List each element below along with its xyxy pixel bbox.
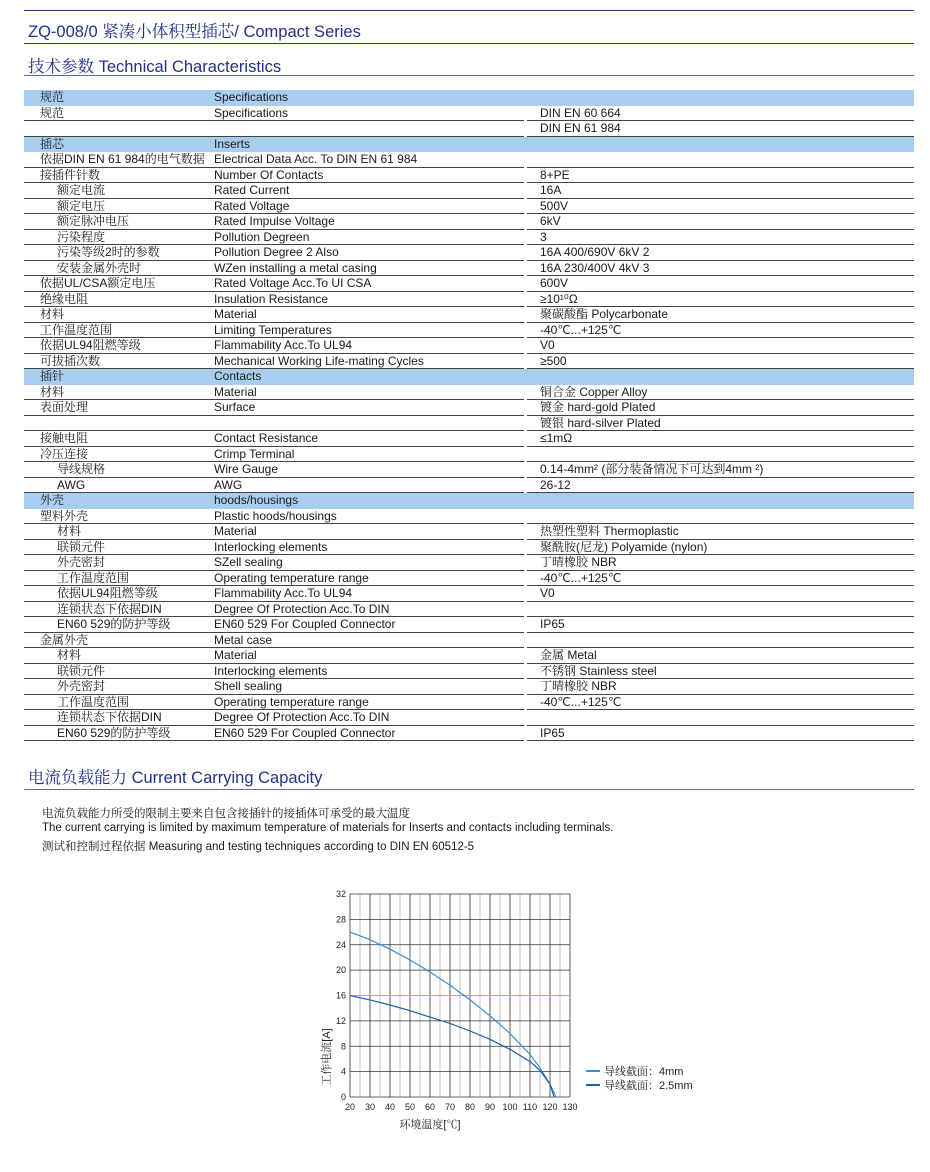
spec-row: [24, 648, 914, 664]
spec-label-cn: 污染程度: [57, 229, 106, 244]
x-tick-label: 40: [384, 1102, 396, 1112]
y-tick-label: 16: [335, 990, 346, 1001]
spec-row: [24, 152, 914, 168]
spec-row: [24, 261, 914, 277]
spec-label-en: Metal case: [214, 632, 273, 647]
spec-label-en: Inserts: [214, 136, 251, 151]
spec-label-cn: 表面处理: [40, 400, 89, 414]
spec-table: [24, 90, 914, 741]
spec-row: [24, 633, 914, 649]
spec-label-cn: 可拔插次数: [40, 353, 101, 368]
y-tick-label: 12: [335, 1015, 346, 1026]
spec-label-cn: 额定脉冲电压: [57, 214, 130, 228]
x-tick-label: 70: [444, 1102, 456, 1112]
spec-row: [24, 726, 914, 742]
spec-label-en: Degree Of Protection Acc.To DIN: [214, 601, 390, 616]
spec-row: [24, 307, 914, 323]
spec-label-en: Pollution Degree 2 Also: [214, 245, 339, 259]
spec-row: [24, 323, 914, 339]
y-tick-label: 0: [340, 1092, 346, 1102]
spec-label-en: Contact Resistance: [214, 431, 319, 445]
spec-row: [24, 478, 914, 494]
spec-label-cn: 材料: [40, 307, 65, 321]
y-tick-label: 32: [335, 889, 346, 899]
spec-row: [24, 695, 914, 711]
spec-label-en: Pollution Degreen: [214, 229, 310, 244]
spec-label-en: Specifications: [214, 105, 289, 120]
spec-value: DIN EN 61 984: [540, 121, 621, 135]
note-cn: 电流负载能力所受的限制主要来自包含接插针的接插体可承受的最大温度: [42, 808, 410, 820]
spec-label-cn: 外壳密封: [57, 679, 106, 693]
spec-label-cn: 额定电流: [57, 183, 106, 197]
spec-row: [24, 524, 914, 540]
spec-label-en: Crimp Terminal: [214, 446, 295, 461]
spec-value: 聚酰胺(尼龙) Polyamide (nylon): [540, 539, 708, 554]
spec-label-cn: 接触电阻: [40, 431, 89, 445]
x-tick-label: 50: [404, 1102, 416, 1112]
spec-value: IP65: [540, 617, 565, 631]
spec-label-en: Shell sealing: [214, 679, 283, 693]
note-standard: 测试和控制过程依据 Measuring and testing techniques according to DIN EN 60512-5: [42, 841, 475, 853]
spec-label-cn: 依据UL94阻燃等级: [40, 338, 141, 352]
spec-row: [24, 385, 914, 401]
spec-label-en: Operating temperature range: [214, 570, 369, 585]
spec-label-cn: 材料: [40, 384, 65, 399]
spec-label-en: Electrical Data Acc. To DIN EN 61 984: [214, 152, 418, 166]
spec-value: 3: [540, 229, 547, 244]
spec-label-en: EN60 529 For Coupled Connector: [214, 725, 396, 740]
x-tick-label: 60: [424, 1102, 436, 1112]
spec-label-en: Limiting Temperatures: [214, 322, 332, 337]
spec-value: ≤1mΩ: [540, 431, 573, 445]
spec-label-cn: 工作温度范围: [40, 322, 113, 337]
spec-label-cn: 冷压连接: [40, 446, 89, 461]
x-tick-label: 130: [562, 1102, 578, 1112]
spec-label-en: Interlocking elements: [214, 663, 328, 678]
spec-row: [24, 586, 914, 602]
spec-label-en: Specifications: [214, 90, 289, 104]
spec-label-en: hoods/housings: [214, 493, 299, 507]
spec-row: [24, 354, 914, 370]
spec-row: [24, 431, 914, 447]
spec-label-cn: 导线规格: [57, 462, 106, 476]
spec-label-en: Mechanical Working Life-mating Cycles: [214, 353, 424, 368]
spec-label-cn: 插针: [40, 369, 65, 383]
spec-label-cn: 材料: [57, 648, 82, 662]
spec-label-cn: 依据UL/CSA额定电压: [40, 276, 156, 290]
spec-row: [24, 400, 914, 416]
spec-label-cn: 额定电压: [57, 198, 106, 213]
spec-label-en: AWG: [214, 477, 243, 492]
spec-value: 600V: [540, 276, 569, 290]
x-tick-label: 100: [502, 1102, 518, 1112]
spec-label-cn: EN60 529的防护等级: [57, 725, 171, 740]
spec-value: 0.14-4mm² (部分装备情况下可达到4mm ²): [540, 462, 764, 476]
spec-label-en: Material: [214, 307, 257, 321]
spec-label-cn: 外壳: [40, 493, 65, 507]
spec-value: 8+PE: [540, 167, 570, 182]
x-tick-label: 120: [542, 1102, 558, 1112]
spec-value: 聚碳酸酯 Polycarbonate: [540, 307, 669, 321]
spec-label-en: Surface: [214, 400, 256, 414]
spec-label-en: Operating temperature range: [214, 694, 369, 709]
spec-value: 500V: [540, 198, 569, 213]
spec-value: 丁晴橡胶 NBR: [540, 555, 617, 569]
spec-label-en: Rated Current: [214, 183, 290, 197]
x-tick-label: 90: [484, 1102, 496, 1112]
x-tick-label: 110: [522, 1102, 538, 1112]
spec-row: [24, 199, 914, 215]
spec-value: V0: [540, 586, 555, 600]
spec-label-en: Plastic hoods/housings: [214, 508, 337, 523]
spec-row: [24, 509, 914, 525]
spec-label-cn: 塑料外壳: [40, 508, 89, 523]
spec-row: [24, 292, 914, 308]
spec-label-en: EN60 529 For Coupled Connector: [214, 617, 396, 631]
x-tick-label: 20: [344, 1102, 356, 1112]
spec-row: [24, 168, 914, 184]
spec-value: 镀银 hard-silver Plated: [540, 415, 661, 430]
spec-label-cn: 依据UL94阻燃等级: [57, 586, 158, 600]
y-tick-label: 4: [340, 1066, 346, 1077]
spec-label-cn: 插芯: [40, 136, 65, 151]
spec-row: [24, 617, 914, 633]
spec-label-en: Number Of Contacts: [214, 167, 324, 182]
spec-label-en: Material: [214, 384, 257, 399]
spec-label-cn: 工作温度范围: [57, 570, 130, 585]
section-header-row: [24, 90, 914, 106]
spec-value: 金属 Metal: [540, 648, 597, 662]
spec-value: 热塑性塑料 Thermoplastic: [540, 524, 679, 538]
spec-label-en: Insulation Resistance: [214, 291, 329, 306]
spec-label-cn: 材料: [57, 524, 82, 538]
spec-label-en: Flammability Acc.To UL94: [214, 586, 353, 600]
spec-label-cn: 规范: [40, 90, 65, 104]
spec-row: [24, 416, 914, 432]
spec-row: [24, 679, 914, 695]
spec-label-en: Rated Voltage: [214, 198, 290, 213]
spec-row: [24, 106, 914, 122]
spec-row: [24, 602, 914, 618]
section-header-row: [24, 137, 914, 153]
spec-label-cn: 污染等级2时的参数: [57, 245, 160, 259]
spec-value: 铜合金 Copper Alloy: [540, 384, 648, 399]
spec-label-cn: 安装金属外壳时: [57, 260, 142, 275]
spec-row: [24, 245, 914, 261]
spec-row: [24, 710, 914, 726]
current-title: 电流负载能力 Current Carrying Capacity: [28, 769, 323, 787]
spec-row: [24, 462, 914, 478]
spec-row: [24, 571, 914, 587]
y-tick-label: 28: [335, 914, 346, 925]
legend-label: 导线截面：2.5mm: [604, 1080, 693, 1092]
spec-value: 6kV: [540, 214, 561, 228]
spec-row: [24, 540, 914, 556]
spec-value: 16A 230/400V 4kV 3: [540, 260, 650, 275]
current-capacity-chart: [300, 880, 720, 1142]
spec-label-cn: AWG: [57, 477, 86, 492]
y-tick-label: 24: [335, 939, 346, 950]
spec-label-cn: EN60 529的防护等级: [57, 617, 171, 631]
spec-label-cn: 依据DIN EN 61 984的电气数据: [40, 152, 205, 166]
spec-label-en: WZen installing a metal casing: [214, 260, 377, 275]
spec-label-en: Contacts: [214, 369, 262, 383]
spec-label-en: Degree Of Protection Acc.To DIN: [214, 710, 390, 724]
spec-label-en: Material: [214, 648, 257, 662]
section-header-row: [24, 493, 914, 509]
spec-label-en: Rated Voltage Acc.To UI CSA: [214, 276, 372, 290]
technical-title: 技术参数 Technical Characteristics: [28, 58, 282, 76]
spec-row: [24, 276, 914, 292]
value-rule: [527, 740, 914, 741]
page-title: ZQ-008/0 紧凑小体积型插芯/ Compact Series: [28, 23, 361, 41]
spec-value: -40℃...+125℃: [540, 694, 622, 709]
legend-label: 导线截面：4mm: [604, 1066, 684, 1078]
spec-row: [24, 338, 914, 354]
spec-label-cn: 金属外壳: [40, 632, 89, 647]
spec-value: -40℃...+125℃: [540, 322, 622, 337]
spec-value: 26-12: [540, 477, 571, 492]
top-rule: [24, 10, 914, 11]
spec-label-cn: 接插件针数: [40, 167, 101, 182]
spec-label-en: Wire Gauge: [214, 462, 279, 476]
spec-label-en: Material: [214, 524, 257, 538]
x-axis-label: 环境温度[℃]: [399, 1119, 461, 1131]
spec-label-en: Interlocking elements: [214, 539, 328, 554]
spec-value: 丁晴橡胶 NBR: [540, 679, 617, 693]
spec-row: [24, 555, 914, 571]
spec-row: [24, 230, 914, 246]
y-tick-label: 8: [340, 1041, 346, 1052]
spec-value: 16A: [540, 183, 562, 197]
spec-value: 不锈钢 Stainless steel: [540, 663, 657, 678]
spec-label-cn: 工作温度范围: [57, 694, 130, 709]
spec-label-en: SZell sealing: [214, 555, 283, 569]
spec-row: [24, 183, 914, 199]
title-rule: [24, 43, 914, 44]
spec-value: 镀金 hard-gold Plated: [540, 400, 656, 414]
spec-row: [24, 447, 914, 463]
spec-value: ≥10¹⁰Ω: [540, 291, 578, 306]
spec-value: -40℃...+125℃: [540, 570, 622, 585]
spec-value: V0: [540, 338, 555, 352]
spec-label-en: Flammability Acc.To UL94: [214, 338, 353, 352]
spec-value: ≥500: [540, 353, 567, 368]
spec-label-cn: 联锁元件: [57, 663, 106, 678]
y-axis-label: 工作电流[A]: [321, 1028, 333, 1086]
spec-label-cn: 规范: [40, 105, 65, 120]
section-header-row: [24, 369, 914, 385]
technical-rule: [24, 75, 914, 76]
spec-label-cn: 外壳密封: [57, 555, 106, 569]
spec-label-cn: 连锁状态下依据DIN: [57, 601, 162, 616]
spec-label-cn: 绝缘电阻: [40, 291, 89, 306]
current-rule: [24, 789, 914, 790]
note-en: The current carrying is limited by maximum temperature of materials for Inserts and contacts including terminals.: [42, 822, 614, 834]
spec-label-en: Rated Impulse Voltage: [214, 214, 335, 228]
spec-value: IP65: [540, 725, 565, 740]
spec-value: DIN EN 60 664: [540, 105, 621, 120]
x-tick-label: 80: [464, 1102, 476, 1112]
spec-row: [24, 121, 914, 137]
series-line-1: [350, 932, 556, 1097]
spec-row: [24, 664, 914, 680]
row-rule: [24, 740, 524, 741]
spec-label-cn: 联锁元件: [57, 539, 106, 554]
y-tick-label: 20: [335, 965, 346, 976]
spec-value: 16A 400/690V 6kV 2: [540, 245, 650, 259]
spec-row: [24, 214, 914, 230]
x-tick-label: 30: [364, 1102, 376, 1112]
spec-label-cn: 连锁状态下依据DIN: [57, 710, 162, 724]
